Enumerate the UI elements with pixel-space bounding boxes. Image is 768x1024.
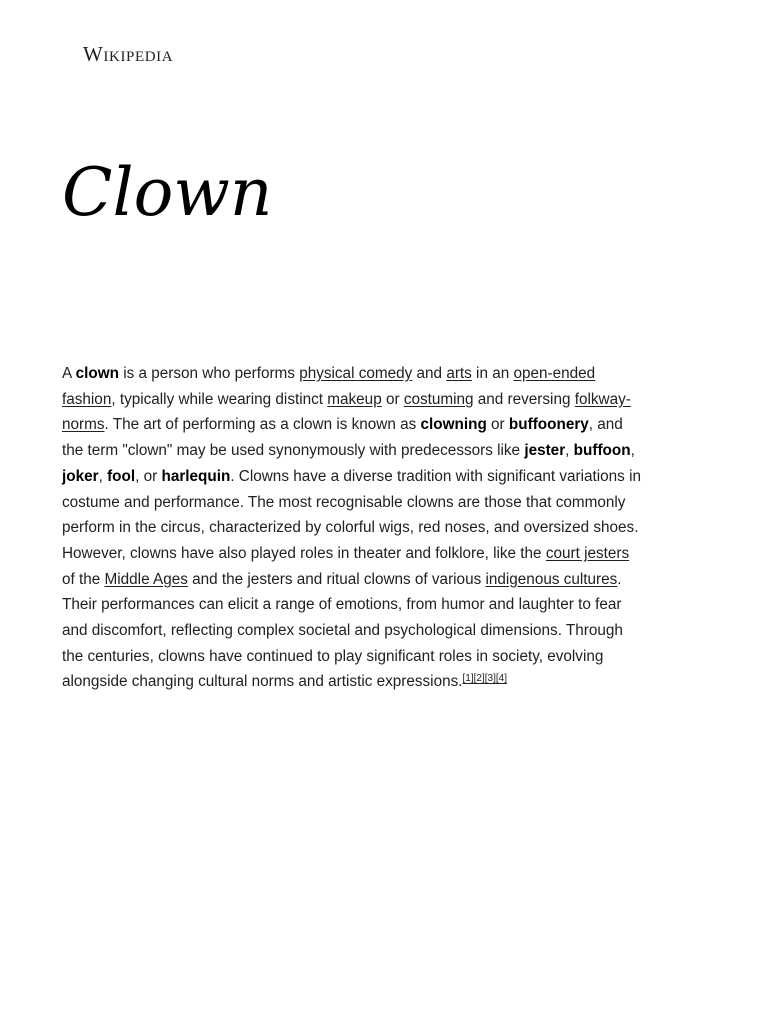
bold-term-clown: clown	[75, 365, 119, 382]
text: or	[486, 416, 509, 434]
text: . Clowns have a diverse tradition with significant variations in costume and performance. The most recognisable clowns are those that commonly perform in the circus, characterized by colorful wigs, red noses, and oversized shoes. However, clowns have also played roles in theater and folklore, like the	[62, 467, 641, 562]
wikipedia-logo[interactable]: Wikipedia	[83, 42, 174, 66]
text: and the jesters and ritual clowns of various	[187, 570, 486, 588]
text: is a person who performs	[118, 365, 300, 382]
bold-term-buffoonery: buffoonery	[508, 416, 589, 434]
bold-term-joker: joker	[62, 467, 99, 485]
link-indigenous-cultures[interactable]: indigenous cultures	[485, 570, 618, 588]
link-middle-ages[interactable]: Middle Ages	[104, 570, 188, 588]
text: A	[62, 365, 76, 382]
reference-link-3[interactable]: [3]	[484, 673, 496, 685]
text: ,	[630, 442, 635, 460]
link-costuming[interactable]: costuming	[403, 390, 474, 408]
bold-term-buffoon: buffoon	[573, 442, 631, 460]
link-makeup[interactable]: makeup	[327, 390, 382, 408]
bold-term-jester: jester	[524, 442, 566, 460]
text: . Their performances can elicit a range of emotions, from humor and laughter to fear and discomfort, reflecting complex societal and psychological dimensions. Through the centuries, clowns have continued to play significant roles in society, evolving alongside changing cultural norms and artistic expressions.	[62, 570, 623, 691]
text: in an	[471, 365, 514, 382]
text: . The art of performing as a clown is known as	[104, 416, 421, 434]
bold-term-fool: fool	[107, 467, 136, 485]
text: or	[381, 390, 404, 408]
text: of the	[62, 570, 105, 588]
text: ,	[98, 467, 108, 485]
bold-term-harlequin: harlequin	[161, 467, 231, 485]
link-open-ended-fashion[interactable]: open-ended fashion	[62, 365, 596, 408]
text: , and the term "clown" may be used synonymously with predecessors like	[62, 416, 623, 460]
text: and	[412, 365, 447, 382]
reference-link-1[interactable]: [1]	[462, 673, 474, 685]
link-arts[interactable]: arts	[446, 365, 472, 382]
reference-link-4[interactable]: [4]	[495, 673, 507, 685]
reference-link-2[interactable]: [2]	[473, 673, 485, 685]
text: and reversing	[473, 390, 575, 408]
bold-term-clowning: clowning	[420, 416, 487, 434]
link-physical-comedy[interactable]: physical comedy	[299, 365, 413, 382]
reference-group	[462, 673, 507, 684]
link-court-jesters[interactable]: court jesters	[545, 544, 630, 562]
text: ,	[565, 442, 574, 460]
text: , or	[135, 467, 162, 485]
link-folkway-norms[interactable]: folkway-norms	[62, 390, 631, 434]
text: , typically while wearing distinct	[111, 390, 328, 408]
article-paragraph	[62, 361, 642, 695]
page-title: Clown	[62, 154, 273, 231]
